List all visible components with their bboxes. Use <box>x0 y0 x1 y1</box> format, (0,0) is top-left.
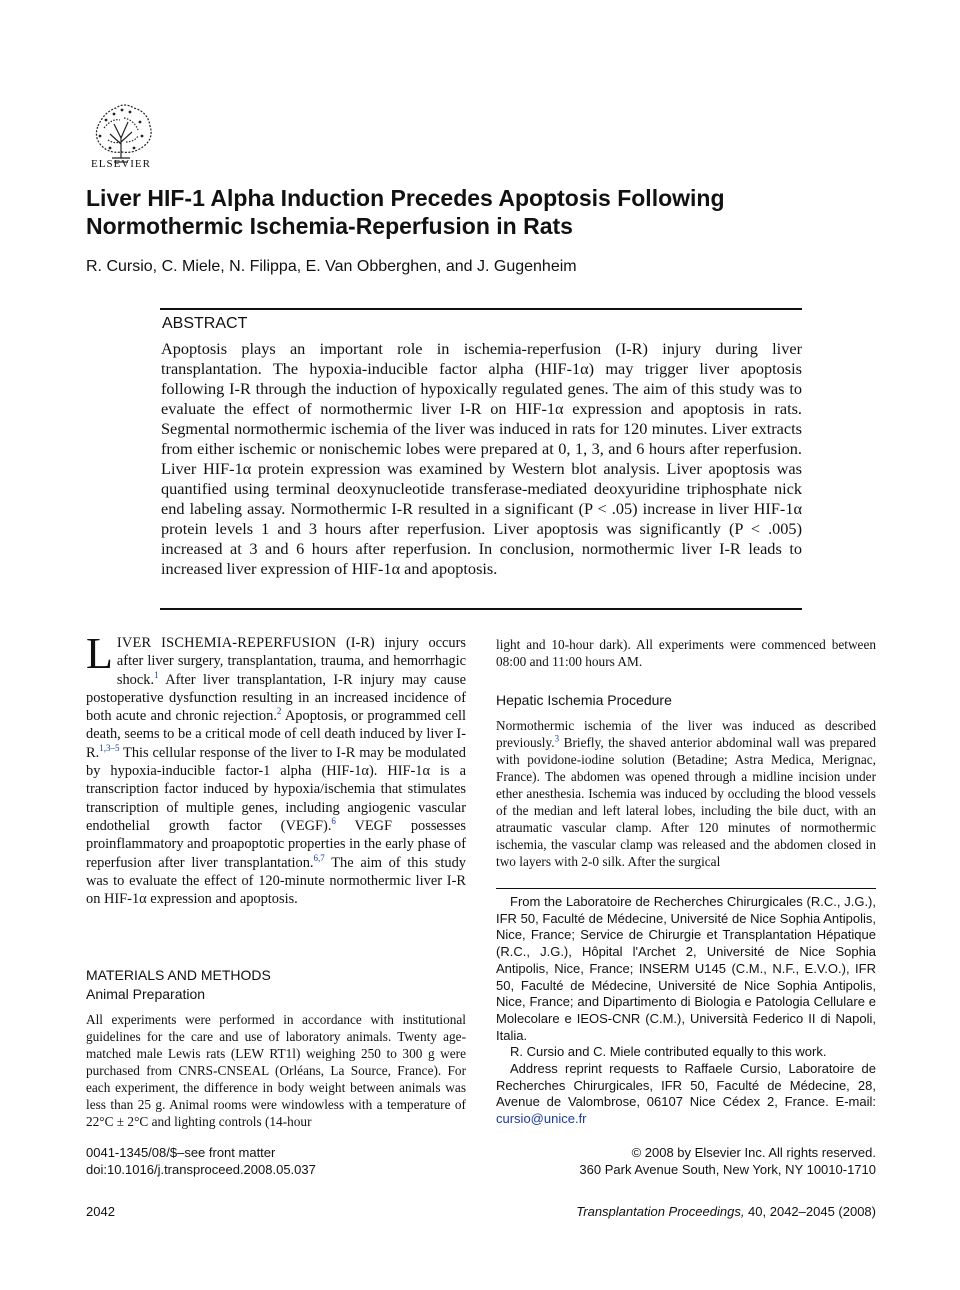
subsection-heading-hepatic: Hepatic Ischemia Procedure <box>496 692 672 708</box>
affiliation-rule <box>496 888 876 889</box>
citation-link[interactable]: 3 <box>554 733 560 744</box>
issn-line: 0041-1345/08/$–see front matter <box>86 1145 276 1160</box>
citation-link[interactable]: 6,7 <box>313 852 325 863</box>
affiliation-from: From the Laboratoire de Recherches Chirurgicales (R.C., J.G.), IFR 50, Faculté de Médecine, Université de Nice Sophia Antipolis, Nice, France; Service de Chirurgie et Transplantation Hépatique (R.C., J.G.), Hôpital l'Archet 2, Université de Nice Sophia Antipolis, Nice, France; INSERM U145 (C.M., N.F., E.V.O.), IFR 50, Faculté de Médecine, Université de Nice Sophia Antipolis, Nice, France; and Dipartimento di Biologia e Patologia Cellulare e Molecolare e IEOS-CNR (C.M.), Università Federico II di Napoli, Italia. <box>496 894 876 1043</box>
intro-caps-lead: IVER ISCHEMIA-REPERFUSION <box>116 635 337 651</box>
subsection-heading-animal: Animal Preparation <box>86 986 206 1002</box>
reprint-address <box>496 1061 876 1128</box>
publisher-address: 360 Park Avenue South, New York, NY 10010-1710 <box>579 1161 876 1177</box>
doi-line[interactable]: doi:10.1016/j.transproceed.2008.05.037 <box>86 1161 316 1177</box>
copyright-line: © 2008 by Elsevier Inc. All rights reserved. <box>631 1145 876 1160</box>
section-heading-methods: MATERIALS AND METHODS <box>86 967 271 983</box>
intro-text-4: This cellular response of the liver to I-R may be modulated by hypoxia-inducible factor-1 alpha (HIF-1α). HIF-1α is a transcription factor induced by hypoxia/ischemia that stimulates transcription of multiple genes, including angiogenic vascular endothelial growth factor (VEGF). <box>86 744 466 834</box>
drop-cap: L <box>86 629 113 678</box>
intro-text-1: (I-R) injury occurs after liver surgery, transplantation, trauma, and hemorrhagic shock. <box>116 635 467 688</box>
journal-volume-pages: 40, 2042–2045 (2008) <box>744 1204 876 1219</box>
journal-reference <box>576 1204 876 1219</box>
abstract-body: Apoptosis plays an important role in ischemia-reperfusion (I-R) injury during liver transplantation. The hypoxia-inducible factor alpha (HIF-1α) may trigger liver apoptosis following I-R through the induction of hypoxically regulated genes. The aim of this study was to evaluate the effect of normothermic liver I-R on HIF-1α expression and apoptosis in rats. Segmental normothermic ischemia of the liver was induced in rats for 120 minutes. Liver extracts from either ischemic or nonischemic lobes were prepared at 0, 1, 3, and 6 hours after reperfusion. Liver HIF-1α protein expression was examined by Western blot analysis. Liver apoptosis was quantified using terminal deoxynucleotide transferase-mediated deoxyuridine triphosphate nick end labeling assay. Normothermic I-R resulted in a significant (P < .05) increase in liver HIF-1α protein levels 1 and 3 hours after reperfusion. Liver apoptosis was significantly (P < .005) increased at 3 and 6 hours after reperfusion. In conclusion, normothermic liver I-R leads to increased liver expression of HIF-1α and apoptosis. <box>161 339 802 578</box>
animal-preparation-continued: light and 10-hour dark). All experiments were commenced between 08:00 and 11:00 hours AM. <box>496 637 876 669</box>
intro-text-5: VEGF possesses proinflammatory and proapoptotic properties in the early phase of reperfusion after liver transplantation. <box>86 817 467 871</box>
abstract-top-rule <box>160 308 802 310</box>
copyright-block <box>579 1145 876 1178</box>
citation-link[interactable]: 1 <box>154 669 159 680</box>
page-number: 2042 <box>86 1204 115 1219</box>
journal-name: Transplantation Proceedings, <box>576 1204 745 1219</box>
article-title: Liver HIF-1 Alpha Induction Precedes Apoptosis Following Normothermic Ischemia-Reperfusion in Rats <box>86 185 725 239</box>
introduction-paragraph <box>86 629 467 908</box>
issn-block <box>86 1145 316 1178</box>
hepatic-procedure-text <box>496 717 876 870</box>
publisher-wordmark: ELSEVIER <box>91 158 151 170</box>
hepatic-text-2: Briefly, the shaved anterior abdominal wall was prepared with povidone-iodine solution (Betadine; Astra Medica, Merignac, France). The abdomen was opened through a midline incision under ether anesthesia. Ischemia was induced by occluding the blood vessels of the median and left lateral lobes, including the bile duct, with an atraumatic vascular clamp. After 120 minutes of normothermic ischemia, the vascular clamp was released and the abdomen closed in two layers with 2-0 silk. After the surgical <box>496 735 876 869</box>
animal-preparation-text: All experiments were performed in accordance with institutional guidelines for the care and use of laboratory animals. Twenty age-matched male Lewis rats (LEW RT1l) weighing 250 to 300 g were purchased from CNRS-CNSEAL (Orléans, La Source, France). For each experiment, the difference in body weight between animals was less than 25 g. Animal rooms were windowless with a temperature of 22°C ± 2°C and lighting controls (14-hour <box>86 1012 466 1129</box>
citation-link[interactable]: 2 <box>276 706 282 717</box>
equal-contribution-note: R. Cursio and C. Miele contributed equally to this work. <box>510 1044 827 1060</box>
intro-text-6: The aim of this study was to evaluate the effect of 120-minute normothermic liver I-R on HIF-1α expression and apoptosis. <box>86 854 467 908</box>
author-email-link[interactable]: cursio@unice.fr <box>496 1111 587 1127</box>
affiliation-block <box>496 894 876 1128</box>
intro-text-2: After liver transplantation, I-R injury may cause postoperative dysfunction resulting in an increased incidence of both acute and chronic rejection. <box>86 671 466 725</box>
abstract-bottom-rule <box>160 608 802 610</box>
abstract-heading: ABSTRACT <box>162 315 248 332</box>
hepatic-text-1: Normothermic ischemia of the liver was induced as described previously. <box>496 718 876 750</box>
citation-link[interactable]: 1,3–5 <box>99 742 120 753</box>
reprint-text: Address reprint requests to Raffaele Cursio, Laboratoire de Recherches Chirurgicales, IFR 50, Faculté de Médecine, 28, Avenue de Valombrose, 06107 Nice Cédex 2, France. E-mail: <box>496 1061 876 1110</box>
intro-text-3: Apoptosis, or programmed cell death, seems to be a critical mode of cell death induced by liver I-R. <box>86 708 466 761</box>
author-list: R. Cursio, C. Miele, N. Filippa, E. Van Obberghen, and J. Gugenheim <box>86 258 577 275</box>
citation-link[interactable]: 6 <box>331 816 336 827</box>
